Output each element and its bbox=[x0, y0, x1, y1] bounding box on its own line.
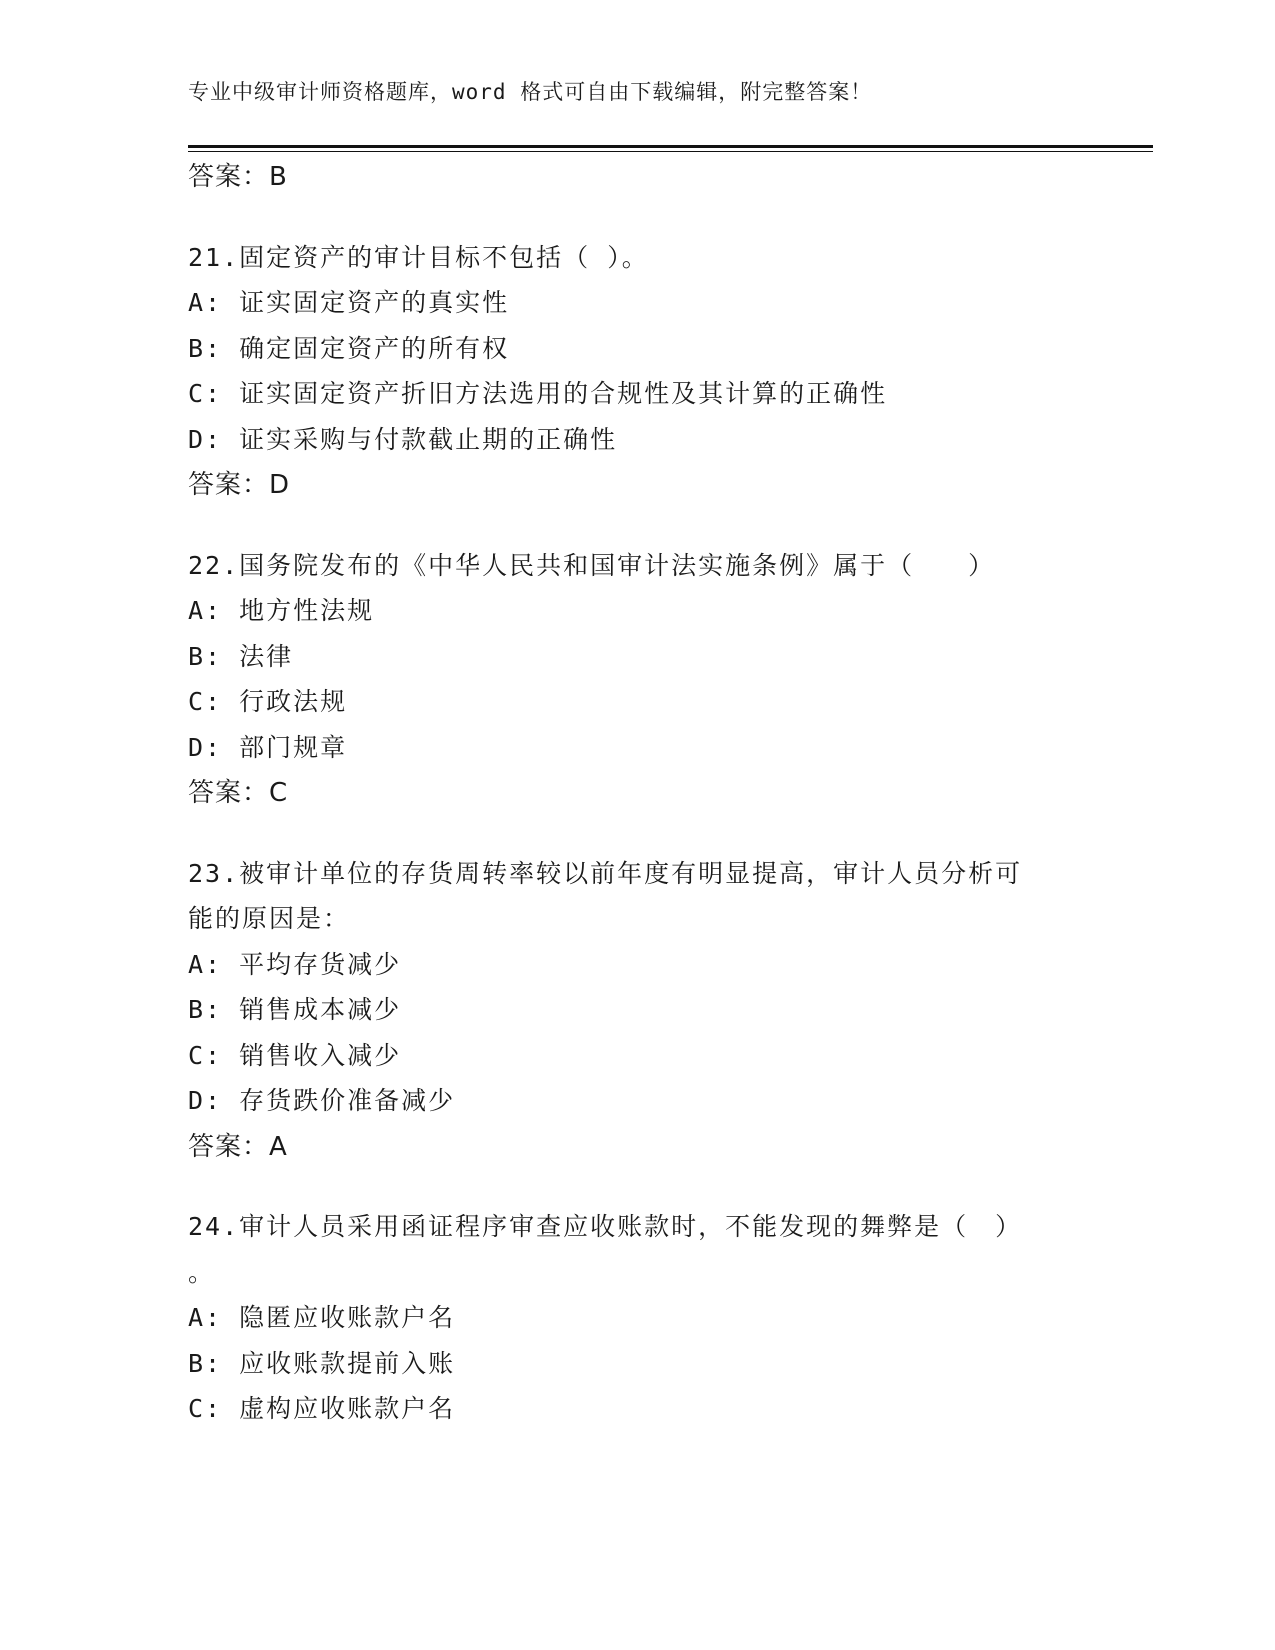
option-b: B: 确定固定资产的所有权 bbox=[188, 333, 510, 363]
answer-line: 答案：B bbox=[188, 162, 288, 192]
option-a: A: 平均存货减少 bbox=[188, 949, 402, 979]
question-block bbox=[188, 241, 1088, 503]
option-c: C: 行政法规 bbox=[188, 687, 348, 716]
header-rule-thick bbox=[188, 145, 1153, 148]
option-b: B: 法律 bbox=[188, 641, 294, 671]
question-stem: 23.被审计单位的存货周转率较以前年度有明显提高，审计人员分析可 bbox=[188, 858, 1023, 888]
answer-line: 答案：D bbox=[188, 470, 291, 500]
question-block bbox=[188, 1210, 1088, 1426]
header-rule-thin bbox=[188, 151, 1153, 152]
spacer bbox=[188, 1175, 1088, 1210]
spacer bbox=[188, 206, 1088, 241]
option-c: C: 虚构应收账款户名 bbox=[188, 1394, 456, 1423]
option-a: A: 地方性法规 bbox=[188, 596, 375, 625]
answer-line: 答案：C bbox=[188, 778, 289, 808]
answer-line: 答案：A bbox=[188, 1131, 288, 1162]
question-stem: 21.固定资产的审计目标不包括（ ）。 bbox=[188, 242, 649, 272]
question-content bbox=[188, 160, 1088, 1438]
option-a: A: 证实固定资产的真实性 bbox=[188, 288, 510, 317]
option-a: A: 隐匿应收账款户名 bbox=[188, 1303, 456, 1332]
spacer bbox=[188, 514, 1088, 549]
question-block bbox=[188, 857, 1088, 1164]
page-header: 专业中级审计师资格题库，word 格式可自由下载编辑，附完整答案！ bbox=[188, 80, 873, 104]
option-d: D: 证实采购与付款截止期的正确性 bbox=[188, 424, 618, 454]
option-b: B: 应收账款提前入账 bbox=[188, 1348, 456, 1378]
option-b: B: 销售成本减少 bbox=[188, 995, 402, 1024]
option-c: C: 销售收入减少 bbox=[188, 1040, 402, 1070]
option-d: D: 部门规章 bbox=[188, 732, 348, 762]
option-c: C: 证实固定资产折旧方法选用的合规性及其计算的正确性 bbox=[188, 379, 888, 408]
question-stem: 24.审计人员采用函证程序审查应收账款时，不能发现的舞弊是（ ） bbox=[188, 1212, 1023, 1241]
question-stem-continued: 。 bbox=[188, 1257, 216, 1287]
question-block bbox=[188, 549, 1088, 811]
question-stem-continued: 能的原因是： bbox=[188, 904, 351, 933]
option-d: D: 存货跌价准备减少 bbox=[188, 1086, 456, 1115]
question-stem: 22.国务院发布的《中华人民共和国审计法实施条例》属于（ ） bbox=[188, 550, 996, 580]
spacer bbox=[188, 822, 1088, 857]
